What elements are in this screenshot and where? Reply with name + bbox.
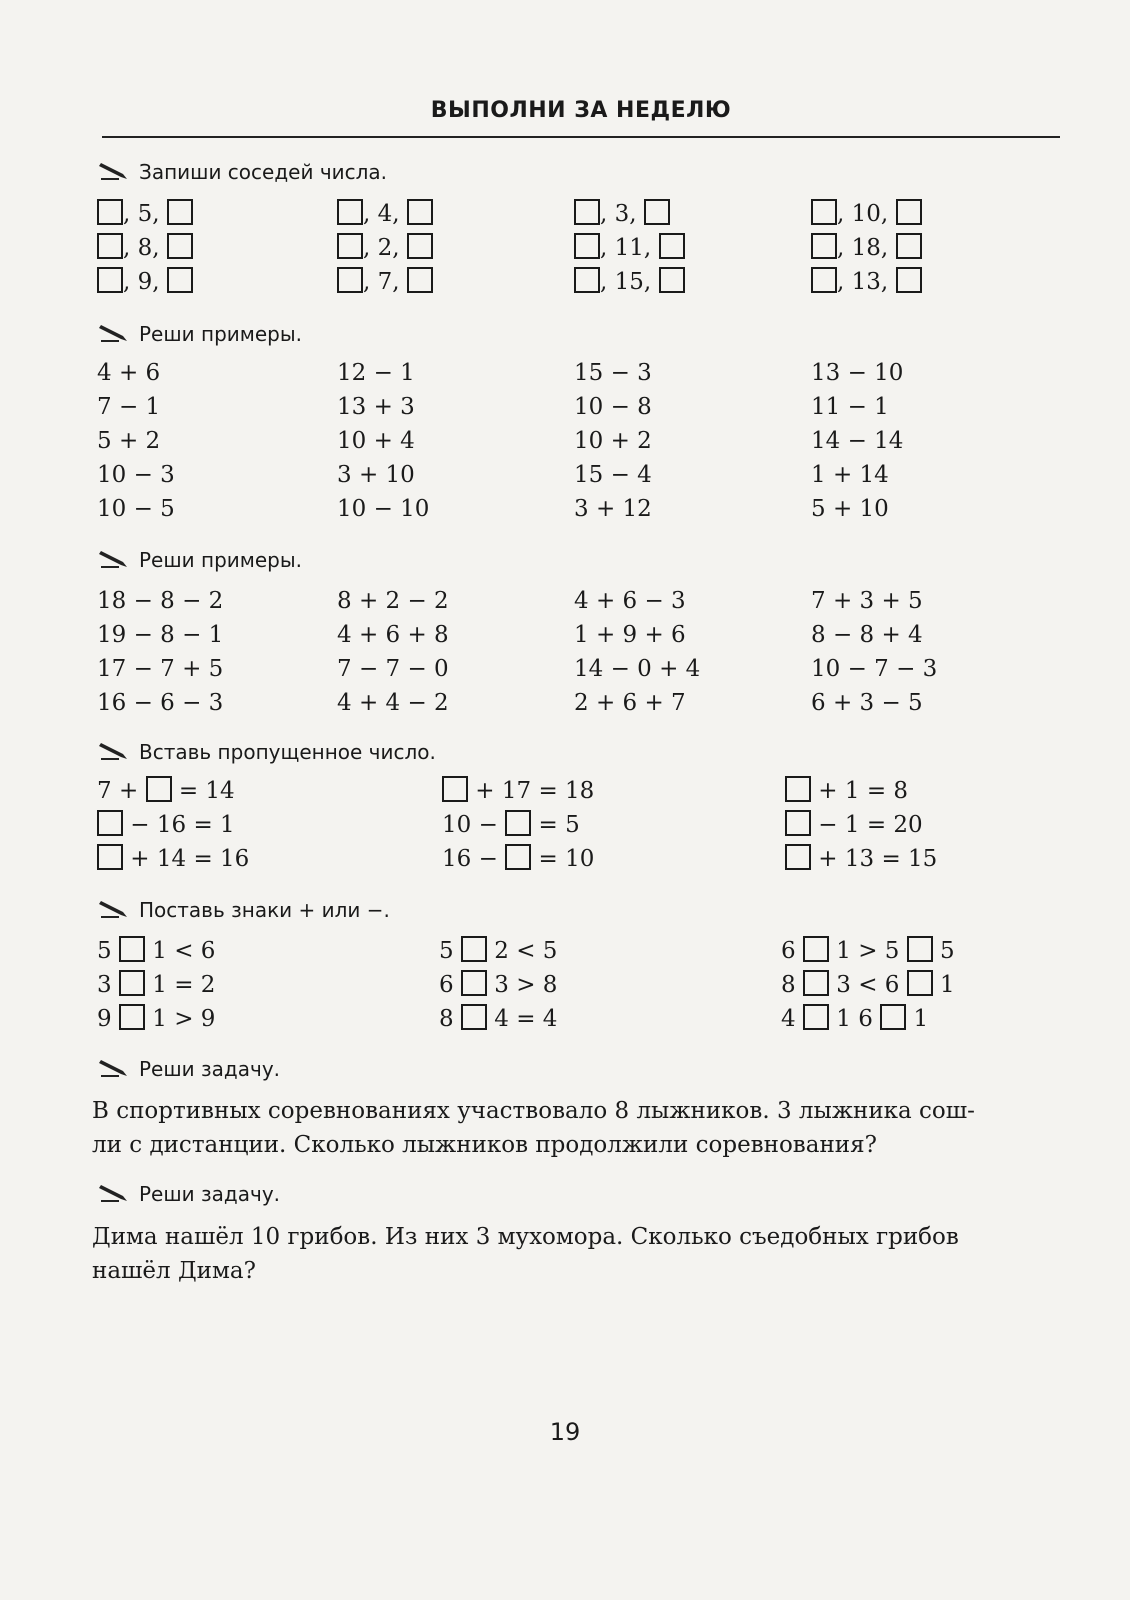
answer-box[interactable] <box>461 936 487 962</box>
example: 8 − 8 + 4 <box>811 622 923 648</box>
neighbor-item[interactable]: , 15, <box>574 265 685 299</box>
page-number: 19 <box>549 1418 581 1446</box>
example: 8 + 2 − 2 <box>337 588 449 614</box>
section-4-title: Вставь пропущенное число. <box>97 740 436 764</box>
example: 5 + 2 <box>97 428 161 454</box>
section-1-title: Запиши соседей числа. <box>97 160 387 184</box>
task-1-text <box>92 1094 1052 1162</box>
example: 16 − 6 − 3 <box>97 690 224 716</box>
answer-box[interactable] <box>461 970 487 996</box>
answer-box[interactable] <box>167 199 193 225</box>
section-2-title: Реши примеры. <box>97 322 302 346</box>
example: 10 − 8 <box>574 394 652 420</box>
answer-box[interactable] <box>337 267 363 293</box>
neighbor-item[interactable]: , 4, <box>337 197 433 231</box>
example: 11 − 1 <box>811 394 889 420</box>
answer-box[interactable] <box>167 267 193 293</box>
comparison[interactable]: 3 1 = 2 <box>97 972 216 998</box>
answer-box[interactable] <box>659 267 685 293</box>
pencil-icon <box>97 162 133 182</box>
signs-grid <box>97 934 977 1036</box>
answer-box[interactable] <box>785 810 811 836</box>
answer-box[interactable] <box>896 267 922 293</box>
answer-box[interactable] <box>146 776 172 802</box>
answer-box[interactable] <box>785 844 811 870</box>
neighbor-item[interactable]: , 18, <box>811 231 922 265</box>
neighbor-item[interactable]: , 8, <box>97 231 193 265</box>
neighbor-item[interactable]: , 9, <box>97 265 193 299</box>
answer-box[interactable] <box>896 233 922 259</box>
neighbor-item[interactable]: , 5, <box>97 197 193 231</box>
example: 13 + 3 <box>337 394 415 420</box>
pencil-icon <box>97 550 133 570</box>
pencil-icon <box>97 1184 133 1204</box>
pencil-icon <box>97 900 133 920</box>
task-2-text <box>92 1220 1052 1288</box>
example: 1 + 9 + 6 <box>574 622 686 648</box>
answer-box[interactable] <box>119 1004 145 1030</box>
equation[interactable]: + 13 = 15 <box>785 842 937 876</box>
example: 10 − 3 <box>97 462 175 488</box>
pencil-icon <box>97 742 133 762</box>
neighbor-item[interactable]: , 2, <box>337 231 433 265</box>
neighbors-grid <box>97 197 977 299</box>
neighbor-item[interactable]: , 7, <box>337 265 433 299</box>
example: 10 − 5 <box>97 496 175 522</box>
section-3-title: Реши примеры. <box>97 548 302 572</box>
example: 4 + 6 − 3 <box>574 588 686 614</box>
equation[interactable]: + 14 = 16 <box>97 842 249 876</box>
comparison[interactable]: 5 2 < 5 <box>439 938 558 964</box>
neighbor-item[interactable]: , 10, <box>811 197 922 231</box>
example: 19 − 8 − 1 <box>97 622 224 648</box>
answer-box[interactable] <box>803 936 829 962</box>
answer-box[interactable] <box>574 199 600 225</box>
comparison[interactable]: 6 3 > 8 <box>439 972 558 998</box>
answer-box[interactable] <box>337 199 363 225</box>
section-6-title: Реши задачу. <box>97 1057 280 1081</box>
example: 15 − 4 <box>574 462 652 488</box>
answer-box[interactable] <box>119 970 145 996</box>
answer-box[interactable] <box>407 199 433 225</box>
comparison[interactable]: 8 4 = 4 <box>439 1006 558 1032</box>
answer-box[interactable] <box>97 267 123 293</box>
example: 7 + 3 + 5 <box>811 588 923 614</box>
answer-box[interactable] <box>505 810 531 836</box>
example: 3 + 10 <box>337 462 415 488</box>
answer-box[interactable] <box>97 199 123 225</box>
answer-box[interactable] <box>659 233 685 259</box>
answer-box[interactable] <box>407 233 433 259</box>
equation[interactable]: − 16 = 1 <box>97 808 235 842</box>
example: 4 + 4 − 2 <box>337 690 449 716</box>
page-header <box>102 96 1060 138</box>
task-line: В спортивных соревнованиях участвовало 8 лыжников. 3 лыжника сош- <box>92 1098 975 1124</box>
example: 3 + 12 <box>574 496 652 522</box>
comparison[interactable]: 5 1 < 6 <box>97 938 216 964</box>
example: 17 − 7 + 5 <box>97 656 224 682</box>
pencil-icon <box>97 1059 133 1079</box>
equation[interactable]: 7 + = 14 <box>97 778 235 804</box>
examples-grid-2 <box>97 584 977 720</box>
example: 15 − 3 <box>574 360 652 386</box>
answer-box[interactable] <box>803 1004 829 1030</box>
comparison[interactable]: 4 1 6 1 <box>781 1006 929 1032</box>
answer-box[interactable] <box>803 970 829 996</box>
answer-box[interactable] <box>505 844 531 870</box>
example: 7 − 7 − 0 <box>337 656 449 682</box>
example: 10 − 10 <box>337 496 430 522</box>
neighbor-item[interactable]: , 3, <box>574 197 670 231</box>
grid-row <box>97 265 977 299</box>
neighbor-item[interactable]: , 13, <box>811 265 922 299</box>
equation[interactable]: − 1 = 20 <box>785 808 923 842</box>
equation[interactable]: + 1 = 8 <box>785 774 908 808</box>
equation[interactable]: 16 − = 10 <box>442 846 595 872</box>
equation[interactable]: + 17 = 18 <box>442 774 594 808</box>
task-line: нашёл Дима? <box>92 1258 256 1284</box>
example: 10 − 7 − 3 <box>811 656 938 682</box>
answer-box[interactable] <box>644 199 670 225</box>
answer-box[interactable] <box>574 233 600 259</box>
answer-box[interactable] <box>97 810 123 836</box>
example: 14 − 0 + 4 <box>574 656 701 682</box>
missing-number-grid <box>97 774 977 876</box>
example: 1 + 14 <box>811 462 889 488</box>
example: 5 + 10 <box>811 496 889 522</box>
answer-box[interactable] <box>907 970 933 996</box>
grid-row <box>97 231 977 265</box>
answer-box[interactable] <box>907 936 933 962</box>
comparison[interactable]: 9 1 > 9 <box>97 1006 216 1032</box>
example: 13 − 10 <box>811 360 904 386</box>
example: 7 − 1 <box>97 394 161 420</box>
answer-box[interactable] <box>407 267 433 293</box>
answer-box[interactable] <box>785 776 811 802</box>
example: 18 − 8 − 2 <box>97 588 224 614</box>
neighbor-item[interactable]: , 11, <box>574 231 685 265</box>
example: 4 + 6 + 8 <box>337 622 449 648</box>
answer-box[interactable] <box>811 199 837 225</box>
example: 2 + 6 + 7 <box>574 690 686 716</box>
example: 10 + 2 <box>574 428 652 454</box>
section-7-title: Реши задачу. <box>97 1182 280 1206</box>
task-line: ли с дистанции. Сколько лыжников продолжили соревнования? <box>92 1132 877 1158</box>
answer-box[interactable] <box>574 267 600 293</box>
header-title: ВЫПОЛНИ ЗА НЕДЕЛЮ <box>430 98 732 123</box>
example: 10 + 4 <box>337 428 415 454</box>
answer-box[interactable] <box>337 233 363 259</box>
pencil-icon <box>97 324 133 344</box>
comparison[interactable]: 8 3 < 6 1 <box>781 972 955 998</box>
example: 14 − 14 <box>811 428 904 454</box>
answer-box[interactable] <box>880 1004 906 1030</box>
answer-box[interactable] <box>461 1004 487 1030</box>
section-5-title: Поставь знаки + или −. <box>97 898 390 922</box>
equation[interactable]: 10 − = 5 <box>442 812 580 838</box>
grid-row <box>97 197 977 231</box>
answer-box[interactable] <box>811 233 837 259</box>
answer-box[interactable] <box>896 199 922 225</box>
answer-box[interactable] <box>97 844 123 870</box>
comparison[interactable]: 6 1 > 5 5 <box>781 938 955 964</box>
answer-box[interactable] <box>442 776 468 802</box>
answer-box[interactable] <box>97 233 123 259</box>
examples-grid-1 <box>97 356 977 526</box>
example: 6 + 3 − 5 <box>811 690 923 716</box>
answer-box[interactable] <box>167 233 193 259</box>
answer-box[interactable] <box>119 936 145 962</box>
task-line: Дима нашёл 10 грибов. Из них 3 мухомора. Сколько съедобных грибов <box>92 1224 959 1250</box>
example: 12 − 1 <box>337 360 415 386</box>
example: 4 + 6 <box>97 360 161 386</box>
answer-box[interactable] <box>811 267 837 293</box>
